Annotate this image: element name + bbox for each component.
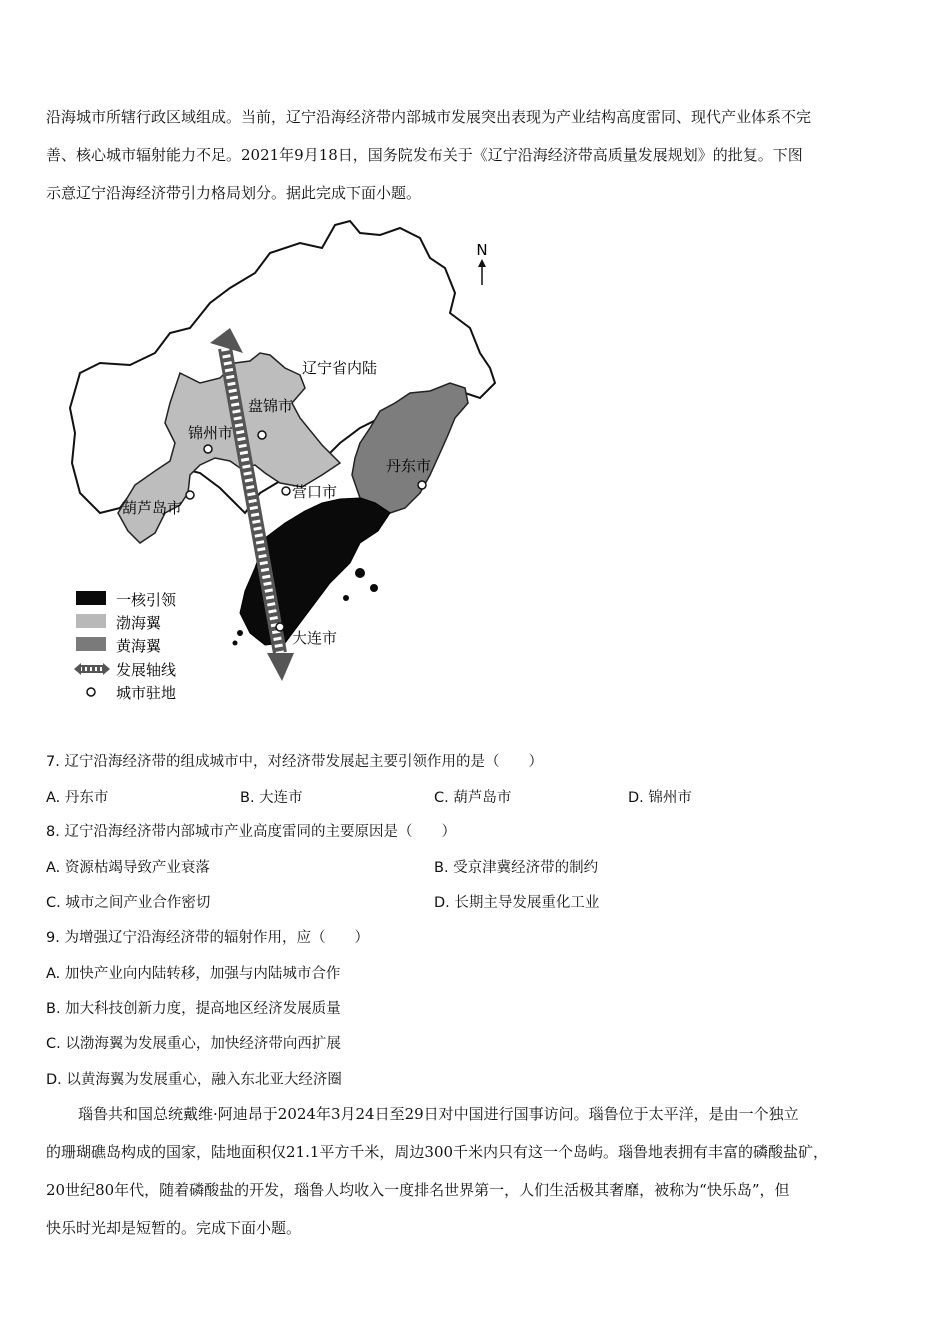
legend-bohai-label: 渤海翼 (116, 614, 162, 632)
city-label-panjin: 盘锦市 (248, 397, 294, 415)
inland-label: 辽宁省内陆 (302, 359, 378, 377)
q7-option-d: D. 锦州市 (628, 790, 692, 806)
q7-option-b: B. 大连市 (240, 790, 303, 806)
city-label-huludao: 葫芦岛市 (122, 499, 183, 517)
legend-axis-icon (74, 663, 110, 675)
seat-dandong (418, 481, 426, 489)
city-label-dalian: 大连市 (292, 629, 338, 647)
seat-huludao (186, 491, 194, 499)
intro-line-2: 善、核心城市辐射能力不足。2021年9月18日，国务院发布关于《辽宁沿海经济带高质量发展规划》的批复。下图 (46, 146, 803, 164)
legend-core-swatch (76, 591, 106, 605)
question-9-stem: 9. 为增强辽宁沿海经济带的辐射作用，应（ ） (46, 930, 369, 946)
axis-arrow-south (267, 653, 294, 681)
question-7-stem: 7. 辽宁沿海经济带的组成城市中，对经济带发展起主要引领作用的是（ ） (46, 754, 543, 770)
intro-line-1: 沿海城市所辖行政区域组成。当前，辽宁沿海经济带内部城市发展突出表现为产业结构高度雷同、现代产业体系不完 (46, 108, 812, 126)
q8-option-d: D. 长期主导发展重化工业 (434, 895, 600, 911)
legend-huanghai-label: 黄海翼 (116, 637, 162, 655)
q9-option-c: C. 以渤海翼为发展重心，加快经济带向西扩展 (46, 1036, 341, 1052)
legend-core-label: 一核引领 (116, 591, 177, 609)
q7-option-c: C. 葫芦岛市 (434, 790, 512, 806)
seat-yingkou (282, 487, 290, 495)
q8-option-c: C. 城市之间产业合作密切 (46, 895, 211, 911)
legend-axis-label: 发展轴线 (116, 661, 177, 679)
q9-option-b: B. 加大科技创新力度，提高地区经济发展质量 (46, 1001, 341, 1017)
q8-option-b: B. 受京津冀经济带的制约 (434, 860, 599, 876)
passage2-line-4: 快乐时光却是短暂的。完成下面小题。 (46, 1219, 302, 1237)
liaoning-coastal-map (60, 213, 520, 713)
passage2-line-1: 瑙鲁共和国总统戴维·阿迪昂于2024年3月24日至29日对中国进行国事访问。瑙鲁位于太平洋，是由一个独立 (78, 1105, 799, 1123)
legend-seat-label: 城市驻地 (116, 684, 177, 702)
legend-bohai-swatch (76, 614, 106, 628)
passage2-line-3: 20世纪80年代，随着磷酸盐的开发，瑙鲁人均收入一度排名世界第一，人们生活极其奢靡，被称为“快乐岛”，但 (46, 1181, 790, 1199)
city-label-jinzhou: 锦州市 (188, 424, 234, 442)
legend-seat-icon (87, 688, 95, 696)
seat-panjin (258, 431, 266, 439)
q8-option-a: A. 资源枯竭导致产业衰落 (46, 860, 210, 876)
intro-line-3: 示意辽宁沿海经济带引力格局划分。据此完成下面小题。 (46, 184, 422, 202)
city-label-dandong: 丹东市 (386, 457, 432, 475)
question-8-stem: 8. 辽宁沿海经济带内部城市产业高度雷同的主要原因是（ ） (46, 824, 456, 840)
city-label-yingkou: 营口市 (292, 483, 338, 501)
q9-option-d: D. 以黄海翼为发展重心，融入东北亚大经济圈 (46, 1072, 342, 1088)
legend-huanghai-swatch (76, 637, 106, 651)
q9-option-a: A. 加快产业向内陆转移，加强与内陆城市合作 (46, 966, 341, 982)
passage2-line-2: 的珊瑚礁岛构成的国家，陆地面积仅21.1平方千米，周边300千米内只有这一个岛屿。瑙鲁地表拥有丰富的磷酸盐矿， (46, 1143, 829, 1161)
north-label: N (476, 241, 488, 259)
seat-dalian (276, 623, 284, 631)
q7-option-a: A. 丹东市 (46, 790, 109, 806)
seat-jinzhou (204, 445, 212, 453)
map-legend (74, 591, 177, 702)
